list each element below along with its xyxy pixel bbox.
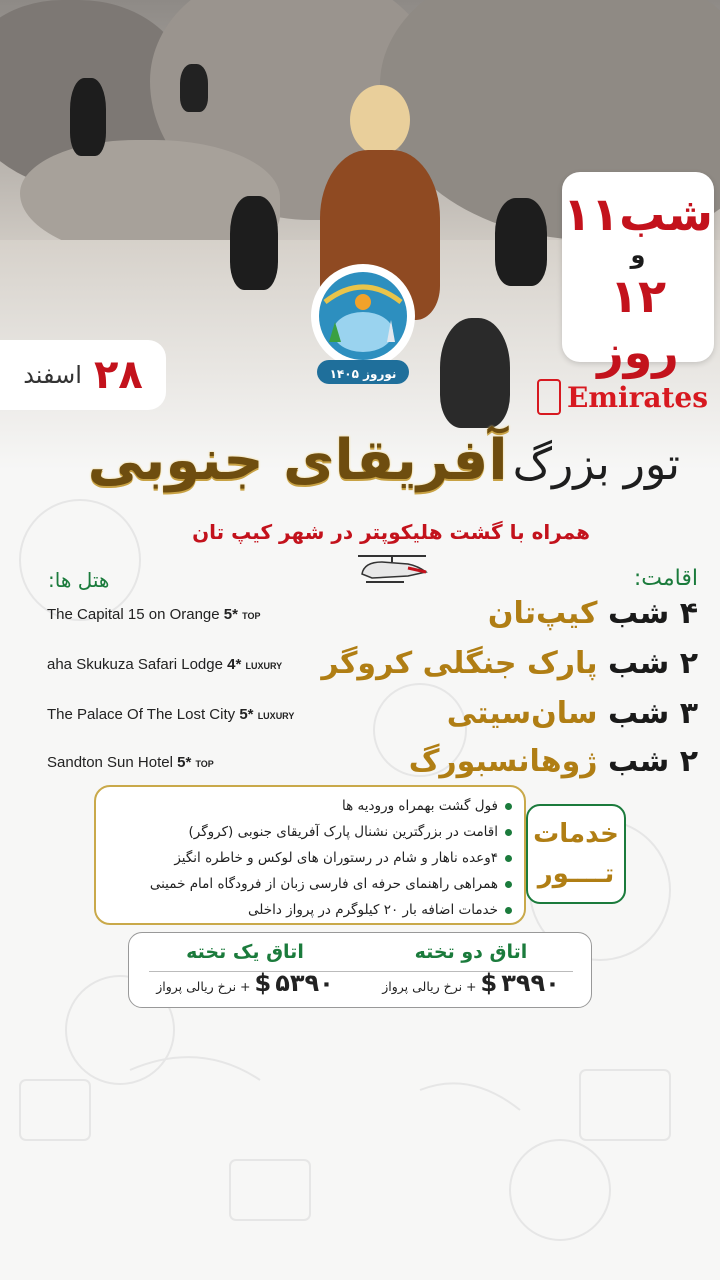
services-label xyxy=(526,804,626,904)
stay-nights: ۳ شب xyxy=(607,696,698,731)
tour-title xyxy=(40,428,680,493)
duration-badge xyxy=(562,172,714,379)
title-prefix: تور بزرگ xyxy=(512,439,680,490)
stay-item xyxy=(488,596,698,631)
hotel-name: The Palace Of The Lost City xyxy=(47,706,236,723)
hotels-heading: هتل ها: xyxy=(48,568,110,592)
stay-item xyxy=(321,646,698,681)
hotel-class: TOP xyxy=(242,611,261,621)
penguin-2 xyxy=(180,64,208,112)
logo-text: نوروز ۱۴۰۵ xyxy=(329,367,397,381)
stay-nights: ۴ شب xyxy=(607,596,698,631)
double-room-currency: $ xyxy=(480,969,498,997)
hotel-item xyxy=(47,706,294,723)
service-item: همراهی راهنمای حرفه ای فارسی زبان از فرودگاه امام خمینی xyxy=(104,871,498,897)
hotel-class: TOP xyxy=(195,759,214,769)
hotel-stars: 5* xyxy=(177,754,192,771)
stay-item xyxy=(409,744,698,779)
single-room-note: + نرخ ریالی پرواز xyxy=(156,979,251,994)
stay-nights: ۲ شب xyxy=(607,744,698,779)
service-item: اقامت در بزرگترین نشنال پارک آفریقای جنوبی (کروگر) xyxy=(104,819,498,845)
date-day: ۲۸ xyxy=(93,352,143,398)
penguin-1 xyxy=(70,78,106,156)
stay-item xyxy=(447,696,698,731)
helicopter-icon xyxy=(352,552,432,588)
double-room-title: اتاق دو تخته xyxy=(414,941,528,963)
stay-city: کیپ‌تان xyxy=(487,596,598,631)
penguin-4 xyxy=(495,198,547,286)
hotel-stars: 4* xyxy=(227,656,242,673)
hotel-item xyxy=(47,606,261,623)
penguin-3 xyxy=(230,196,278,290)
airline-logo xyxy=(537,376,708,418)
price-double xyxy=(361,937,581,1003)
nights-label: ۱۱شب xyxy=(562,187,714,241)
stay-city: ژوهانسبورگ xyxy=(408,744,598,779)
hotel-name: Sandton Sun Hotel xyxy=(47,754,173,771)
stay-city: پارک جنگلی کروگر xyxy=(321,646,598,681)
services-label-line2: تــــور xyxy=(537,859,615,889)
services-list xyxy=(94,785,526,925)
emirates-emblem-icon xyxy=(537,379,561,415)
hotel-name: The Capital 15 on Orange xyxy=(47,606,220,623)
penguin-5 xyxy=(440,318,510,428)
service-item: ۴وعده ناهار و شام در رستوران های لوکس و خاطره انگیز xyxy=(104,845,498,871)
tour-subtitle: همراه با گشت هلیکوپتر در شهر کیپ تان xyxy=(192,520,590,544)
title-main: آفریقای جنوبی xyxy=(87,428,508,493)
and-label: و xyxy=(630,241,646,269)
stay-nights: ۲ شب xyxy=(607,646,698,681)
double-room-price: ۳۹۹۰ xyxy=(501,969,560,997)
hotel-stars: 5* xyxy=(223,606,238,623)
airline-name: Emirates xyxy=(566,380,708,414)
days-label: ۱۲ روز xyxy=(597,269,679,379)
double-room-note: + نرخ ریالی پرواز xyxy=(382,979,477,994)
price-box xyxy=(128,932,592,1008)
hotel-class: LUXURY xyxy=(257,711,295,721)
service-item: فول گشت بهمراه ورودیه ها xyxy=(104,793,498,819)
date-month: اسفند xyxy=(23,361,82,389)
hotel-item xyxy=(47,656,282,673)
single-room-price: ۵۳۹۰ xyxy=(275,969,334,997)
nowruz-logo xyxy=(305,262,421,394)
hotel-stars: 5* xyxy=(239,706,254,723)
price-single xyxy=(135,937,355,1003)
hotel-item xyxy=(47,754,214,771)
single-room-currency: $ xyxy=(254,969,272,997)
stay-heading: اقامت: xyxy=(633,566,698,591)
service-item: خدمات اضافه بار ۲۰ کیلوگرم در پرواز داخلی xyxy=(104,897,498,923)
services-label-line1: خدمات xyxy=(533,819,619,849)
hotel-name: aha Skukuza Safari Lodge xyxy=(47,656,223,673)
single-room-title: اتاق یک تخته xyxy=(186,941,304,963)
hotel-class: LUXURY xyxy=(245,661,283,671)
departure-date xyxy=(0,340,166,410)
stay-city: سان‌سیتی xyxy=(446,696,598,731)
